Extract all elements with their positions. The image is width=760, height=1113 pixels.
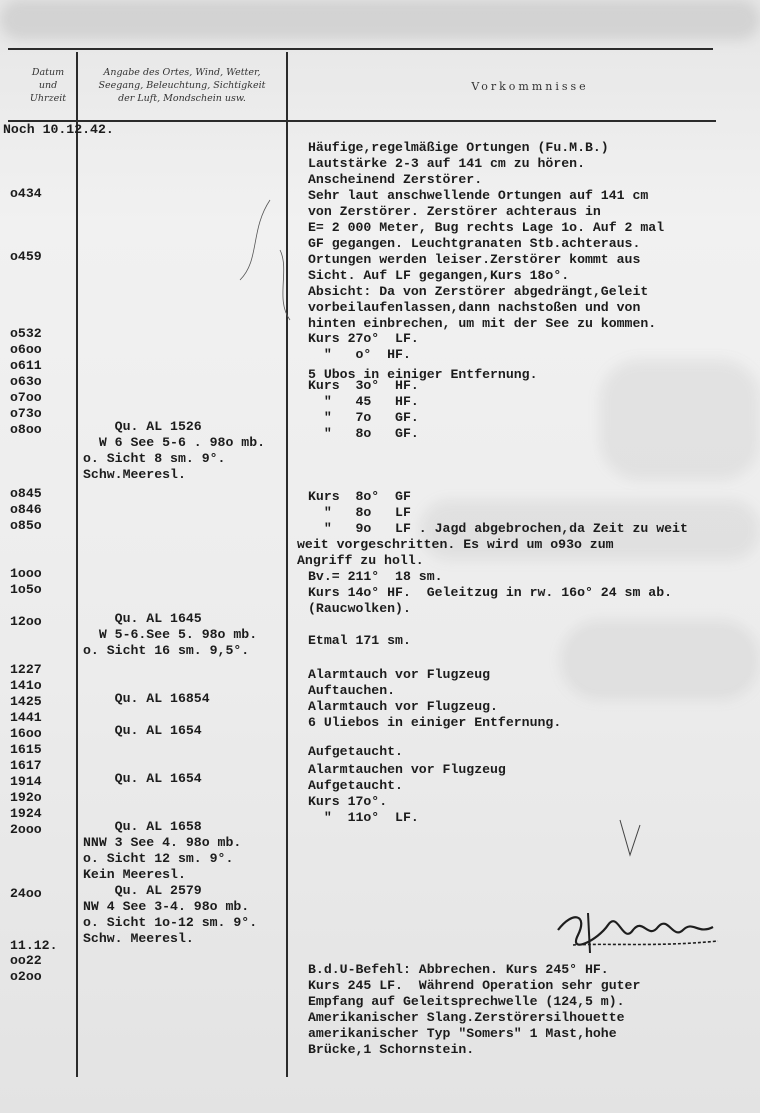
time-entry: 1425 bbox=[10, 694, 42, 709]
location-weather-line: Qu. AL 1654 bbox=[83, 771, 202, 786]
time-entry: 1924 bbox=[10, 806, 42, 821]
time-entry: 141o bbox=[10, 678, 42, 693]
header-location-weather: Angabe des Ortes, Wind, Wetter, Seegang, Beleuchtung, Sichtigkeit der Luft, Mondschein usw. bbox=[98, 67, 266, 104]
header-date-time: Datum und Uhrzeit bbox=[29, 67, 67, 104]
event-line: " 9o LF . Jagd abgebrochen,da Zeit zu weit bbox=[308, 521, 688, 536]
location-weather-line: Qu. AL 1645 bbox=[83, 611, 202, 626]
event-line: vorbeilaufenlassen,dann nachstoßen und von bbox=[308, 300, 641, 315]
event-line: Alarmtauchen vor Flugzeug bbox=[308, 762, 506, 777]
event-line: Sehr laut anschwellende Ortungen auf 141 cm bbox=[308, 188, 649, 203]
event-line: Auftauchen. bbox=[308, 683, 396, 698]
location-weather-line: W 5-6.See 5. 98o mb. bbox=[83, 627, 258, 642]
event-line: Etmal 171 sm. bbox=[308, 633, 411, 648]
time-entry: 2ooo bbox=[10, 822, 42, 837]
event-line: Brücke,1 Schornstein. bbox=[308, 1042, 475, 1057]
location-weather-line: o. Sicht 8 sm. 9°. bbox=[83, 451, 226, 466]
event-line: " 45 HF. bbox=[308, 394, 419, 409]
event-line: Anscheinend Zerstörer. bbox=[308, 172, 483, 187]
time-entry: 11.12. bbox=[10, 938, 58, 953]
time-entry: 24oo bbox=[10, 886, 42, 901]
location-weather-line: Qu. AL 1526 bbox=[83, 419, 202, 434]
location-weather-line: W 6 See 5-6 . 98o mb. bbox=[83, 435, 266, 450]
event-line: weit vorgeschritten. Es wird um o93o zum bbox=[297, 537, 614, 552]
date-continuation: Noch 10.12.42. bbox=[3, 122, 114, 137]
location-weather-line: Qu. AL 2579 bbox=[83, 883, 202, 898]
event-line: Kurs 3o° HF. bbox=[308, 378, 419, 393]
event-line: " 8o GF. bbox=[308, 426, 419, 441]
time-entry: 1227 bbox=[10, 662, 42, 677]
time-entry: oo22 bbox=[10, 953, 42, 968]
event-line: B.d.U-Befehl: Abbrechen. Kurs 245° HF. bbox=[308, 962, 609, 977]
time-entry: 12oo bbox=[10, 614, 42, 629]
column-rule-1 bbox=[76, 52, 78, 1077]
time-entry: 1ooo bbox=[10, 566, 42, 581]
event-line: " 7o GF. bbox=[308, 410, 419, 425]
location-weather-line: o. Sicht 12 sm. 9°. bbox=[83, 851, 234, 866]
event-line: Alarmtauch vor Flugzeug. bbox=[308, 699, 498, 714]
event-line: (Raucwolken). bbox=[308, 601, 411, 616]
event-line: Amerikanischer Slang.Zerstörersilhouette bbox=[308, 1010, 625, 1025]
time-entry: 1617 bbox=[10, 758, 42, 773]
time-entry: o2oo bbox=[10, 969, 42, 984]
header-events: Vorkommnisse bbox=[471, 80, 589, 93]
event-line: hinten einbrechen, um mit der See zu kommen. bbox=[308, 316, 657, 331]
event-line: amerikanischer Typ "Somers" 1 Mast,hohe bbox=[308, 1026, 617, 1041]
table-top-rule bbox=[8, 48, 713, 50]
event-line: Bv.= 211° 18 sm. bbox=[308, 569, 443, 584]
time-entry: o611 bbox=[10, 358, 42, 373]
event-line: Absicht: Da von Zerstörer abgedrängt,Geleit bbox=[308, 284, 649, 299]
event-line: Kurs 245 LF. Während Operation sehr guter bbox=[308, 978, 641, 993]
time-entry: o532 bbox=[10, 326, 42, 341]
event-line: 5 Ubos in einiger Entfernung. bbox=[308, 367, 538, 382]
handwritten-signature bbox=[548, 905, 728, 965]
location-weather-line: Qu. AL 16854 bbox=[83, 691, 210, 706]
event-line: von Zerstörer. Zerstörer achteraus in bbox=[308, 204, 601, 219]
time-entry: o6oo bbox=[10, 342, 42, 357]
event-line: Kurs 27o° LF. bbox=[308, 331, 419, 346]
event-line: Angriff zu holl. bbox=[297, 553, 424, 568]
event-line: GF gegangen. Leuchtgranaten Stb.achteraus. bbox=[308, 236, 641, 251]
event-line: Kurs 14o° HF. Geleitzug in rw. 16o° 24 sm ab. bbox=[308, 585, 673, 600]
event-line: Empfang auf Geleitsprechwelle (124,5 m). bbox=[308, 994, 625, 1009]
pencil-mark bbox=[615, 815, 645, 865]
event-line: Aufgetaucht. bbox=[308, 744, 403, 759]
smudge bbox=[560, 620, 760, 700]
event-line: " o° HF. bbox=[308, 347, 411, 362]
top-shadow bbox=[0, 0, 760, 40]
time-entry: 192o bbox=[10, 790, 42, 805]
time-entry: o63o bbox=[10, 374, 42, 389]
location-weather-line: Kein Meeresl. bbox=[83, 867, 186, 882]
location-weather-line: NW 4 See 3-4. 98o mb. bbox=[83, 899, 250, 914]
event-line: Lautstärke 2-3 auf 141 cm zu hören. bbox=[308, 156, 585, 171]
time-entry: o7oo bbox=[10, 390, 42, 405]
event-line: Kurs 17o°. bbox=[308, 794, 388, 809]
header-bottom-rule bbox=[8, 120, 716, 122]
location-weather-line: Schw.Meeresl. bbox=[83, 467, 186, 482]
location-weather-line: Qu. AL 1654 bbox=[83, 723, 202, 738]
event-line: 6 Uliebos in einiger Entfernung. bbox=[308, 715, 562, 730]
event-line: Sicht. Auf LF gegangen,Kurs 18o°. bbox=[308, 268, 570, 283]
time-entry: o459 bbox=[10, 249, 42, 264]
event-line: E= 2 000 Meter, Bug rechts Lage 1o. Auf 2 mal bbox=[308, 220, 665, 235]
event-line: " 8o LF bbox=[308, 505, 411, 520]
time-entry: o845 bbox=[10, 486, 42, 501]
event-line: Aufgetaucht. bbox=[308, 778, 403, 793]
smudge bbox=[600, 360, 760, 480]
time-entry: o73o bbox=[10, 406, 42, 421]
time-entry: 1441 bbox=[10, 710, 42, 725]
time-entry: 1914 bbox=[10, 774, 42, 789]
time-entry: 1615 bbox=[10, 742, 42, 757]
location-weather-line: Schw. Meeresl. bbox=[83, 931, 194, 946]
time-entry: 16oo bbox=[10, 726, 42, 741]
location-weather-line: NNW 3 See 4. 98o mb. bbox=[83, 835, 242, 850]
time-entry: o434 bbox=[10, 186, 42, 201]
time-entry: o846 bbox=[10, 502, 42, 517]
location-weather-line: o. Sicht 1o-12 sm. 9°. bbox=[83, 915, 258, 930]
location-weather-line: o. Sicht 16 sm. 9,5°. bbox=[83, 643, 250, 658]
event-line: Häufige,regelmäßige Ortungen (Fu.M.B.) bbox=[308, 140, 609, 155]
time-entry: 1o5o bbox=[10, 582, 42, 597]
pencil-mark bbox=[230, 190, 310, 330]
event-line: Ortungen werden leiser.Zerstörer kommt aus bbox=[308, 252, 641, 267]
time-entry: o8oo bbox=[10, 422, 42, 437]
time-entry: o85o bbox=[10, 518, 42, 533]
location-weather-line: Qu. AL 1658 bbox=[83, 819, 202, 834]
event-line: " 11o° LF. bbox=[308, 810, 419, 825]
event-line: Alarmtauch vor Flugzeug bbox=[308, 667, 491, 682]
event-line: Kurs 8o° GF bbox=[308, 489, 411, 504]
